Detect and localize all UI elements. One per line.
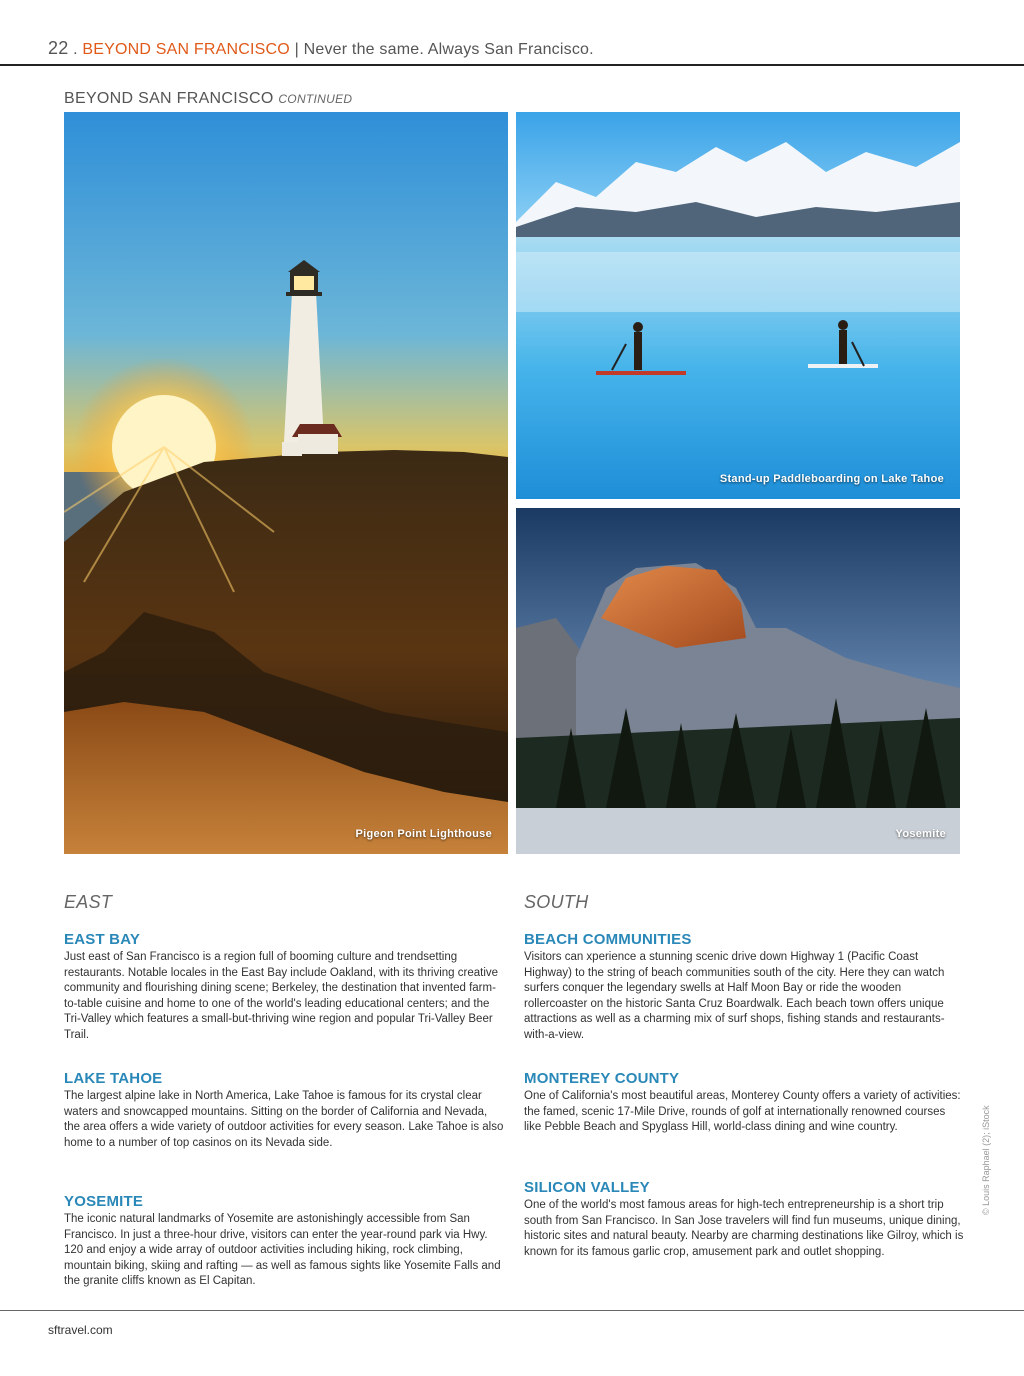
footer-rule [0, 1310, 1024, 1311]
page-number: 22 [48, 38, 69, 58]
silicon-valley-section [524, 1179, 964, 1260]
monterey-county-section [524, 1070, 964, 1136]
yosemite-caption: Yosemite [895, 828, 946, 840]
monterey-county-body: One of California's most beautiful areas, Monterey County offers a variety of activities: the famed, scenic 17-Mile Drive, rounds of golf at internationally renowned courses like Pebble Beach and Spyglass Hill, world-class dining and wine country. [524, 1090, 961, 1134]
header-rule [0, 64, 1024, 66]
lake-tahoe-title: LAKE TAHOE [64, 1070, 163, 1087]
running-header [48, 38, 594, 59]
south-heading: SOUTH [524, 892, 589, 912]
header-section-name: BEYOND SAN FRANCISCO [82, 41, 290, 58]
footer-site-link[interactable]: sftravel.com [48, 1323, 113, 1337]
beach-communities-title: BEACH COMMUNITIES [524, 931, 692, 948]
lake-tahoe-photo [516, 112, 960, 499]
lake-tahoe-body: The largest alpine lake in North America, Lake Tahoe is famous for its crystal clear waters and snowcapped mountains. Sitting on the border of California and Nevada, the area offers a wide variety of outdoor activities for every season. Lake Tahoe is also home to a number of top casinos on its Nevada side. [64, 1090, 504, 1149]
yosemite-title: YOSEMITE [64, 1193, 144, 1210]
subheading-title: BEYOND SAN FRANCISCO [64, 90, 274, 107]
yosemite-body: The iconic natural landmarks of Yosemite are astonishingly accessible from San Francisco. In just a three-hour drive, visitors can enter the year-round park via Hwy. 120 and enjoy a wide array of outdoor activities including hiking, rock climbing, mountain biking, skiing and rafting — as well as famous sights like Yosemite Falls and the granite cliffs known as El Capitan. [64, 1213, 501, 1288]
page-subheading [64, 90, 352, 108]
east-bay-body: Just east of San Francisco is a region full of booming culture and trendsetting restaurants. Notable locales in the East Bay include Oakland, with its thriving creative community and flourishing dining scene; Berkeley, the destination that invented farm-to-table cuisine and home to one of the world's leading educational centers; and the Tri-Valley which features a small-but-thriving wine region and popular Tri-Valley Beer Trail. [64, 951, 499, 1041]
east-heading: EAST [64, 892, 113, 912]
silicon-valley-body: One of the world's most famous areas for high-tech entrepreneurship is a short trip south from San Francisco. In San Jose travelers will find fun museums, unique dining, historic sites and natural beauty. Nearby are charming destinations like Gilroy, which is known for its famous garlic crop, amusement park and outlet shopping. [524, 1199, 964, 1258]
photo-credit: © Louis Raphael (2); iStock [981, 1105, 991, 1215]
east-bay-title: EAST BAY [64, 931, 141, 948]
header-tagline: | Never the same. Always San Francisco. [289, 41, 594, 58]
subheading-continued: CONTINUED [278, 92, 353, 106]
lake-tahoe-caption: Stand-up Paddleboarding on Lake Tahoe [719, 473, 944, 485]
lake-tahoe-section [64, 1070, 504, 1151]
yosemite-photo [516, 508, 960, 854]
lighthouse-caption: Pigeon Point Lighthouse [355, 828, 492, 840]
lighthouse-photo [64, 112, 508, 854]
east-bay-section [64, 931, 504, 1044]
beach-communities-body: Visitors can xperience a stunning scenic drive down Highway 1 (Pacific Coast Highway) to the string of beach communities south of the city. Here they can watch surfers conquer the legendary swells at Half Moon Bay or ride the wooden rollercoaster on the historic Santa Cruz Boardwalk. Each beach town offers unique attractions as well as a charming mix of surf shops, fishing stands and restaurants-with-a-view. [524, 951, 945, 1041]
header-separator: . [68, 41, 83, 58]
beach-communities-section [524, 931, 964, 1044]
silicon-valley-title: SILICON VALLEY [524, 1179, 650, 1196]
monterey-county-title: MONTEREY COUNTY [524, 1070, 680, 1087]
yosemite-section [64, 1193, 504, 1290]
